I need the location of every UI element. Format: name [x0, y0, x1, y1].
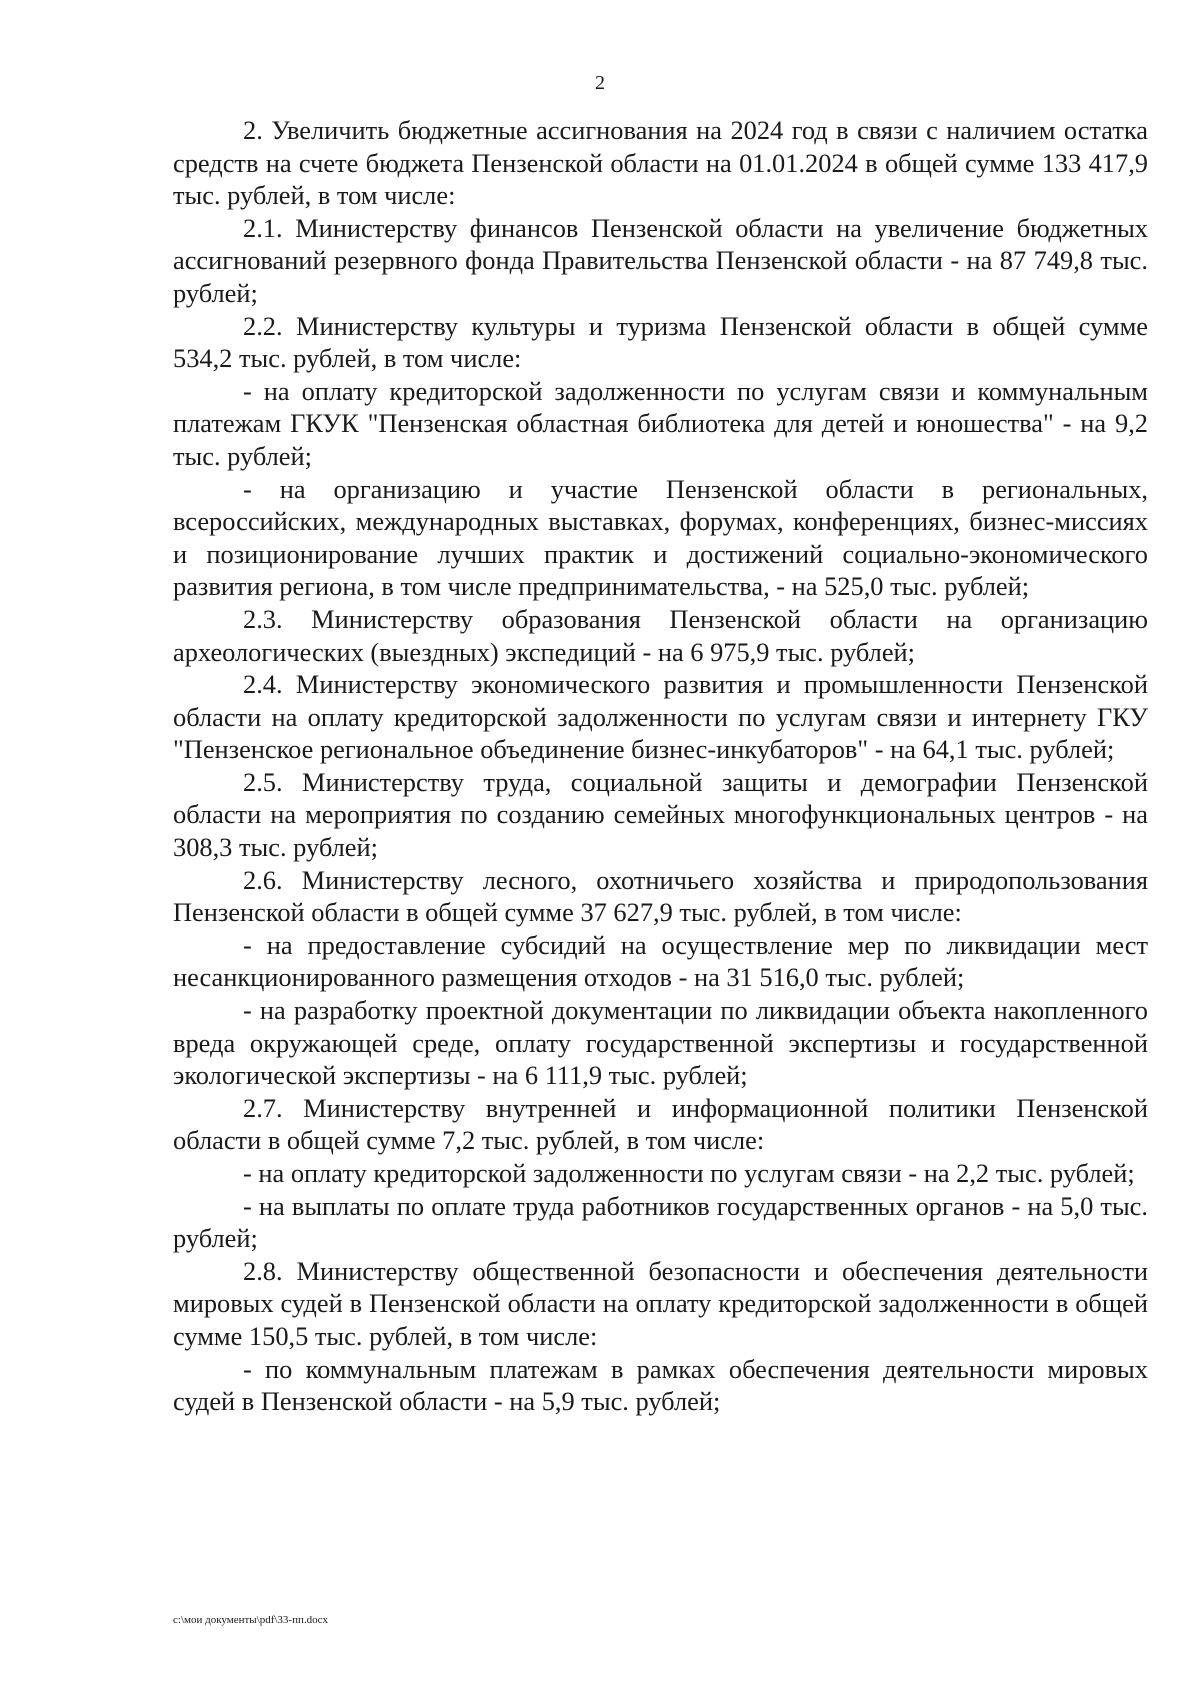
paragraph-2-3: 2.3. Министерству образования Пензенской области на организацию археологических (выездных) экспедиций - на 6 975,9 тыс. рублей; — [173, 603, 1148, 667]
paragraph-2-1: 2.1. Министерству финансов Пензенской области на увеличение бюджетных ассигнований резервного фонда Правительства Пензенской области - на 87 749,8 тыс. рублей; — [173, 212, 1148, 308]
list-item: - на организацию и участие Пензенской области в региональных, всероссийских, международных выставках, форумах, конференциях, бизнес-миссиях и позиционирование лучших практик и достижений социально-экономического развития региона, в том числе предпринимательства, - на 525,0 тыс. рублей; — [173, 473, 1148, 602]
list-item: - по коммунальным платежам в рамках обеспечения деятельности мировых судей в Пензенской области - на 5,9 тыс. рублей; — [173, 1353, 1148, 1417]
paragraph-2-8: 2.8. Министерству общественной безопасности и обеспечения деятельности мировых судей в Пензенской области на оплату кредиторской задолженности в общей сумме 150,5 тыс. рублей, в том числе: — [173, 1255, 1148, 1351]
document-body — [173, 114, 1148, 1418]
paragraph-2-2: 2.2. Министерству культуры и туризма Пензенской области в общей сумме 534,2 тыс. рублей, в том числе: — [173, 310, 1148, 374]
paragraph-2-4: 2.4. Министерству экономического развития и промышленности Пензенской области на оплату кредиторской задолженности по услугам связи и интернету ГКУ "Пензенское региональное объединение бизнес-инкубаторов" - на 64,1 тыс. рублей; — [173, 669, 1148, 765]
list-item: - на предоставление субсидий на осуществление мер по ликвидации мест несанкционированного размещения отходов - на 31 516,0 тыс. рублей; — [173, 929, 1148, 993]
paragraph-2-7: 2.7. Министерству внутренней и информационной политики Пензенской области в общей сумме 7,2 тыс. рублей, в том числе: — [173, 1092, 1148, 1156]
page-number: 2 — [595, 72, 605, 94]
paragraph-2-5: 2.5. Министерству труда, социальной защиты и демографии Пензенской области на мероприятия по созданию семейных многофункциональных центров - на 308,3 тыс. рублей; — [173, 766, 1148, 863]
list-item: - на разработку проектной документации по ликвидации объекта накопленного вреда окружающей среде, оплату государственной экспертизы и государственной экологической экспертизы - на 6 111,9 тыс. рублей; — [173, 995, 1148, 1091]
paragraph-2: 2. Увеличить бюджетные ассигнования на 2024 год в связи с наличием остатка средств на счете бюджета Пензенской области на 01.01.2024 в общей сумме 133 417,9 тыс. рублей, в том числе: — [173, 115, 1148, 211]
paragraph-2-6: 2.6. Министерству лесного, охотничьего хозяйства и природопользования Пензенской области в общей сумме 37 627,9 тыс. рублей, в том числе: — [173, 864, 1148, 928]
list-item: - на оплату кредиторской задолженности по услугам связи и коммунальным платежам ГКУК "Пензенская областная библиотека для детей и юношества" - на 9,2 тыс. рублей; — [173, 375, 1148, 471]
list-item: - на выплаты по оплате труда работников государственных органов - на 5,0 тыс. рублей; — [173, 1190, 1148, 1254]
list-item: - на оплату кредиторской задолженности по услугам связи - на 2,2 тыс. рублей; — [243, 1158, 1135, 1188]
footer-file-path: c:\мои документы\pdf\33-пп.docx — [173, 1614, 329, 1626]
